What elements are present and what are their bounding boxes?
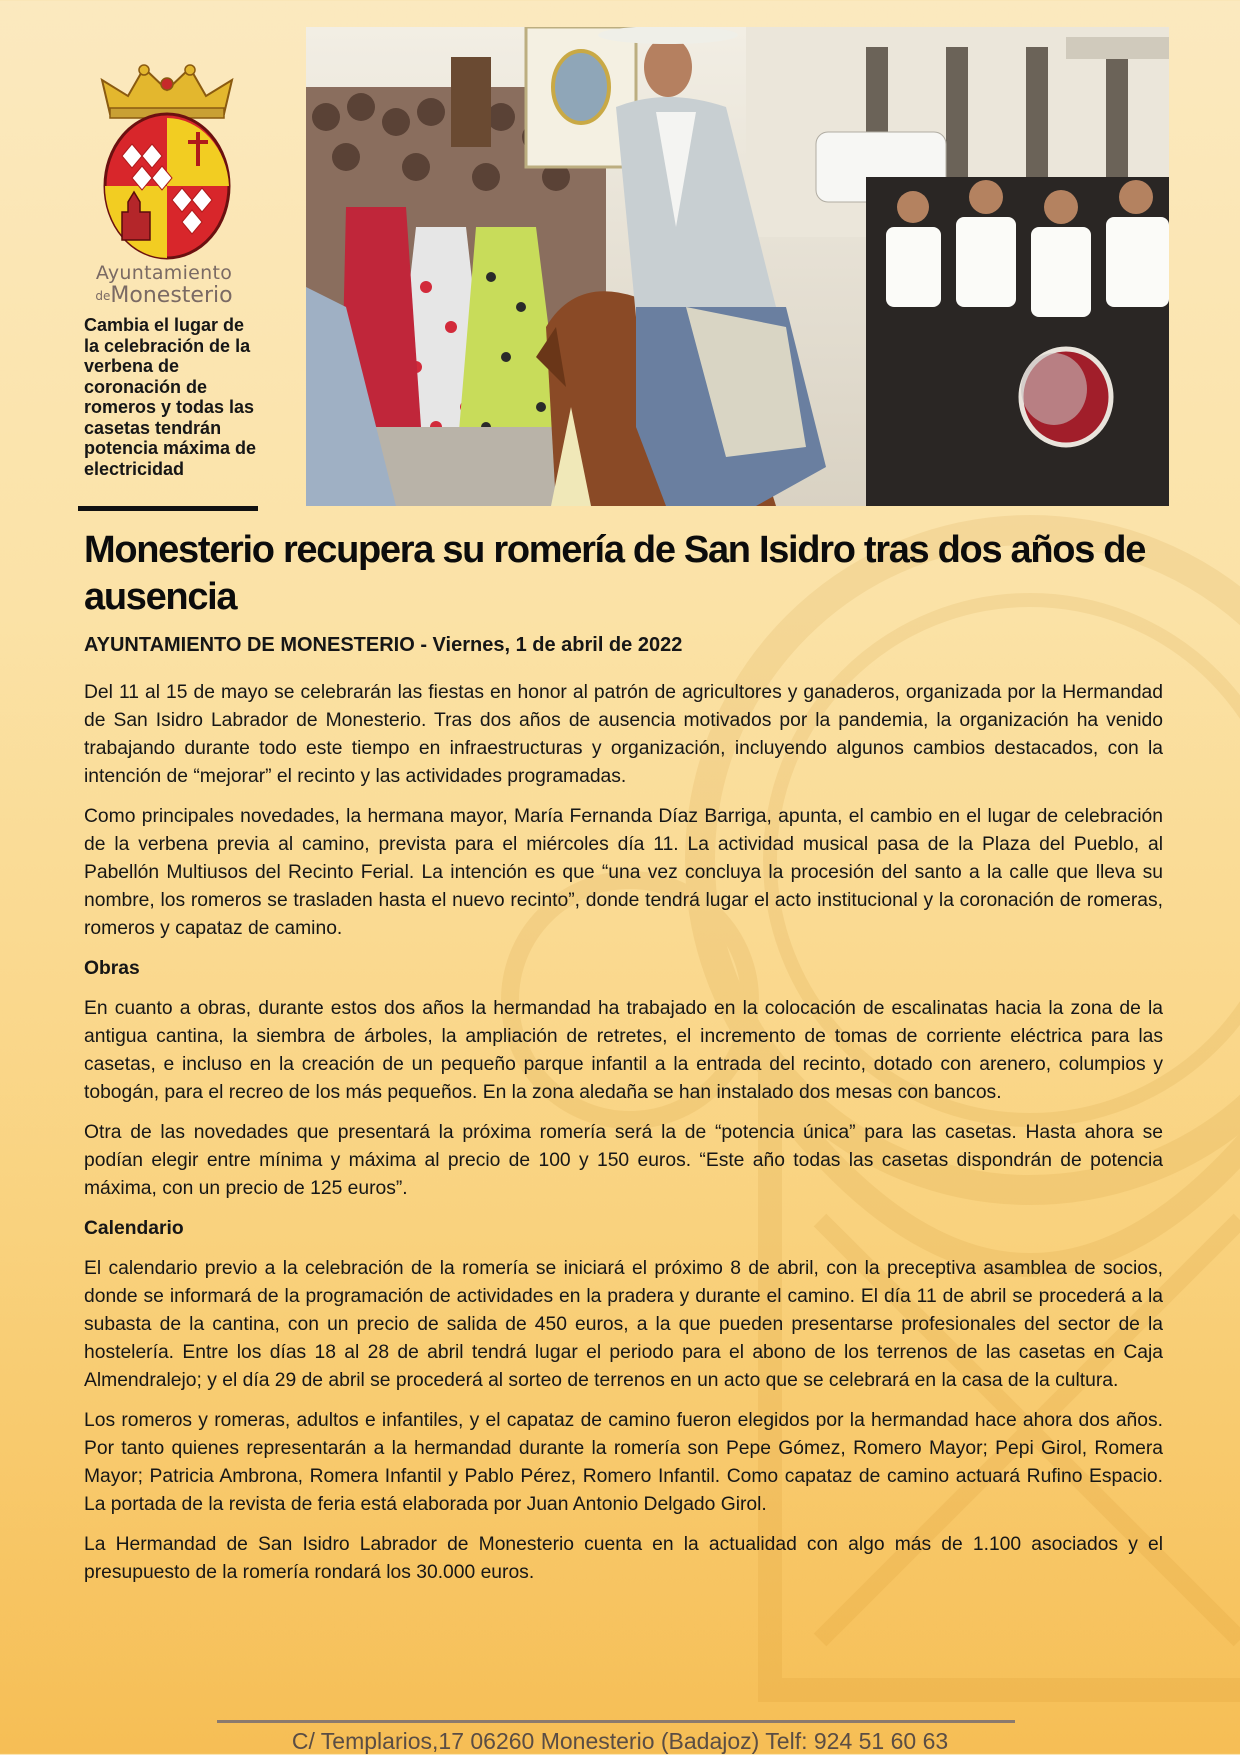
sidebar-summary: Cambia el lugar de la celebración de la verbena de coronación de romeros y todas las casetas tendrán potencia máxima de electricidad — [84, 315, 257, 479]
section-heading-calendario: Calendario — [84, 1218, 184, 1239]
article-paragraph: Otra de las novedades que presentará la próxima romería será la de “potencia única” para las casetas. Hasta ahora se podían elegir entre mínima y máxima al precio de 100 y 150 euros. “Este año todas las casetas dispondrán de potencia máxima, con un precio de 125 euros”. — [84, 1122, 1163, 1199]
logo-line1: Ayuntamiento — [95, 262, 233, 284]
ayuntamiento-coat-of-arms-logo — [92, 62, 242, 262]
logo-wordmark — [84, 262, 244, 308]
article-body — [84, 679, 1163, 1599]
header-photo-romeria-rider — [306, 27, 1169, 506]
footer-address: C/ Templarios,17 06260 Monesterio (Badajoz) Telf: 924 51 60 63 — [291, 1728, 949, 1754]
article-paragraph: Como principales novedades, la hermana mayor, María Fernanda Díaz Barriga, apunta, el cambio en el lugar de celebración de la verbena previa al camino, prevista para el miércoles día 11. La actividad musical pasa de la Plaza del Pueblo, al Pabellón Multiusos del Recinto Ferial. La intención es que “una vez concluya la procesión del santo a la calle que lleva su nombre, los romeros se trasladen hasta el nuevo recinto”, donde tendrá lugar el acto institucional y la coronación de romeras, romeros y capataz de camino. — [84, 806, 1163, 939]
sidebar-divider — [78, 506, 258, 511]
article-byline: AYUNTAMIENTO DE MONESTERIO - Viernes, 1 de abril de 2022 — [84, 634, 683, 656]
footer-divider — [217, 1720, 1015, 1723]
article-paragraph: En cuanto a obras, durante estos dos años la hermandad ha trabajado en la colocación de escalinatas hacia la zona de la antigua cantina, la siembra de árboles, la ampliación de retretes, el incremento de tomas de corriente eléctrica para las casetas, e incluso en la creación de un pequeño parque infantil a la entrada del recinto, dotado con arenero, columpios y tobogán, para el recreo de los más pequeños. En la zona aledaña se han instalado dos mesas con bancos. — [84, 998, 1163, 1103]
article-paragraph: La Hermandad de San Isidro Labrador de Monesterio cuenta en la actualidad con algo más de 1.100 asociados y el presupuesto de la romería rondará los 30.000 euros. — [84, 1534, 1163, 1583]
article-paragraph: Del 11 al 15 de mayo se celebrarán las fiestas en honor al patrón de agricultores y ganaderos, organizada por la Hermandad de San Isidro Labrador de Monesterio. Tras dos años de ausencia motivados por la pandemia, la organización ha venido trabajando durante todo este tiempo en infraestructuras y organización, incluyendo algunos cambios destacados, con la intención de “mejorar” el recinto y las actividades programadas. — [84, 682, 1163, 787]
article-headline: Monesterio recupera su romería de San Isidro tras dos años de ausencia — [84, 529, 1146, 618]
logo-line2: deMonesterio — [95, 283, 233, 308]
article-paragraph: Los romeros y romeras, adultos e infantiles, y el capataz de camino fueron elegidos por la hermandad hace ahora dos años. Por tanto quienes representarán a la hermandad durante la romería son Pepe Gómez, Romero Mayor; Pepi Girol, Romera Mayor; Patricia Ambrona, Romera Infantil y Pablo Pérez, Romero Infantil. Como capataz de camino actuará Rufino Espacio. La portada de la revista de feria está elaborada por Juan Antonio Delgado Girol. — [84, 1410, 1163, 1515]
section-heading-obras: Obras — [84, 958, 140, 979]
article-paragraph: El calendario previo a la celebración de la romería se iniciará el próximo 8 de abril, con la preceptiva asamblea de socios, donde se informará de la programación de actividades en la pradera y durante el camino. El día 11 de abril se procederá a la subasta de la cantina, con un precio de salida de 450 euros, a la que pueden presentarse profesionales del sector de la hostelería. Entre los días 18 al 28 de abril tendrá lugar el periodo para el abono de los terrenos de las casetas en Caja Almendralejo; y el día 29 de abril se procederá al sorteo de terrenos en un acto que se celebrará en la casa de la cultura. — [84, 1258, 1163, 1391]
